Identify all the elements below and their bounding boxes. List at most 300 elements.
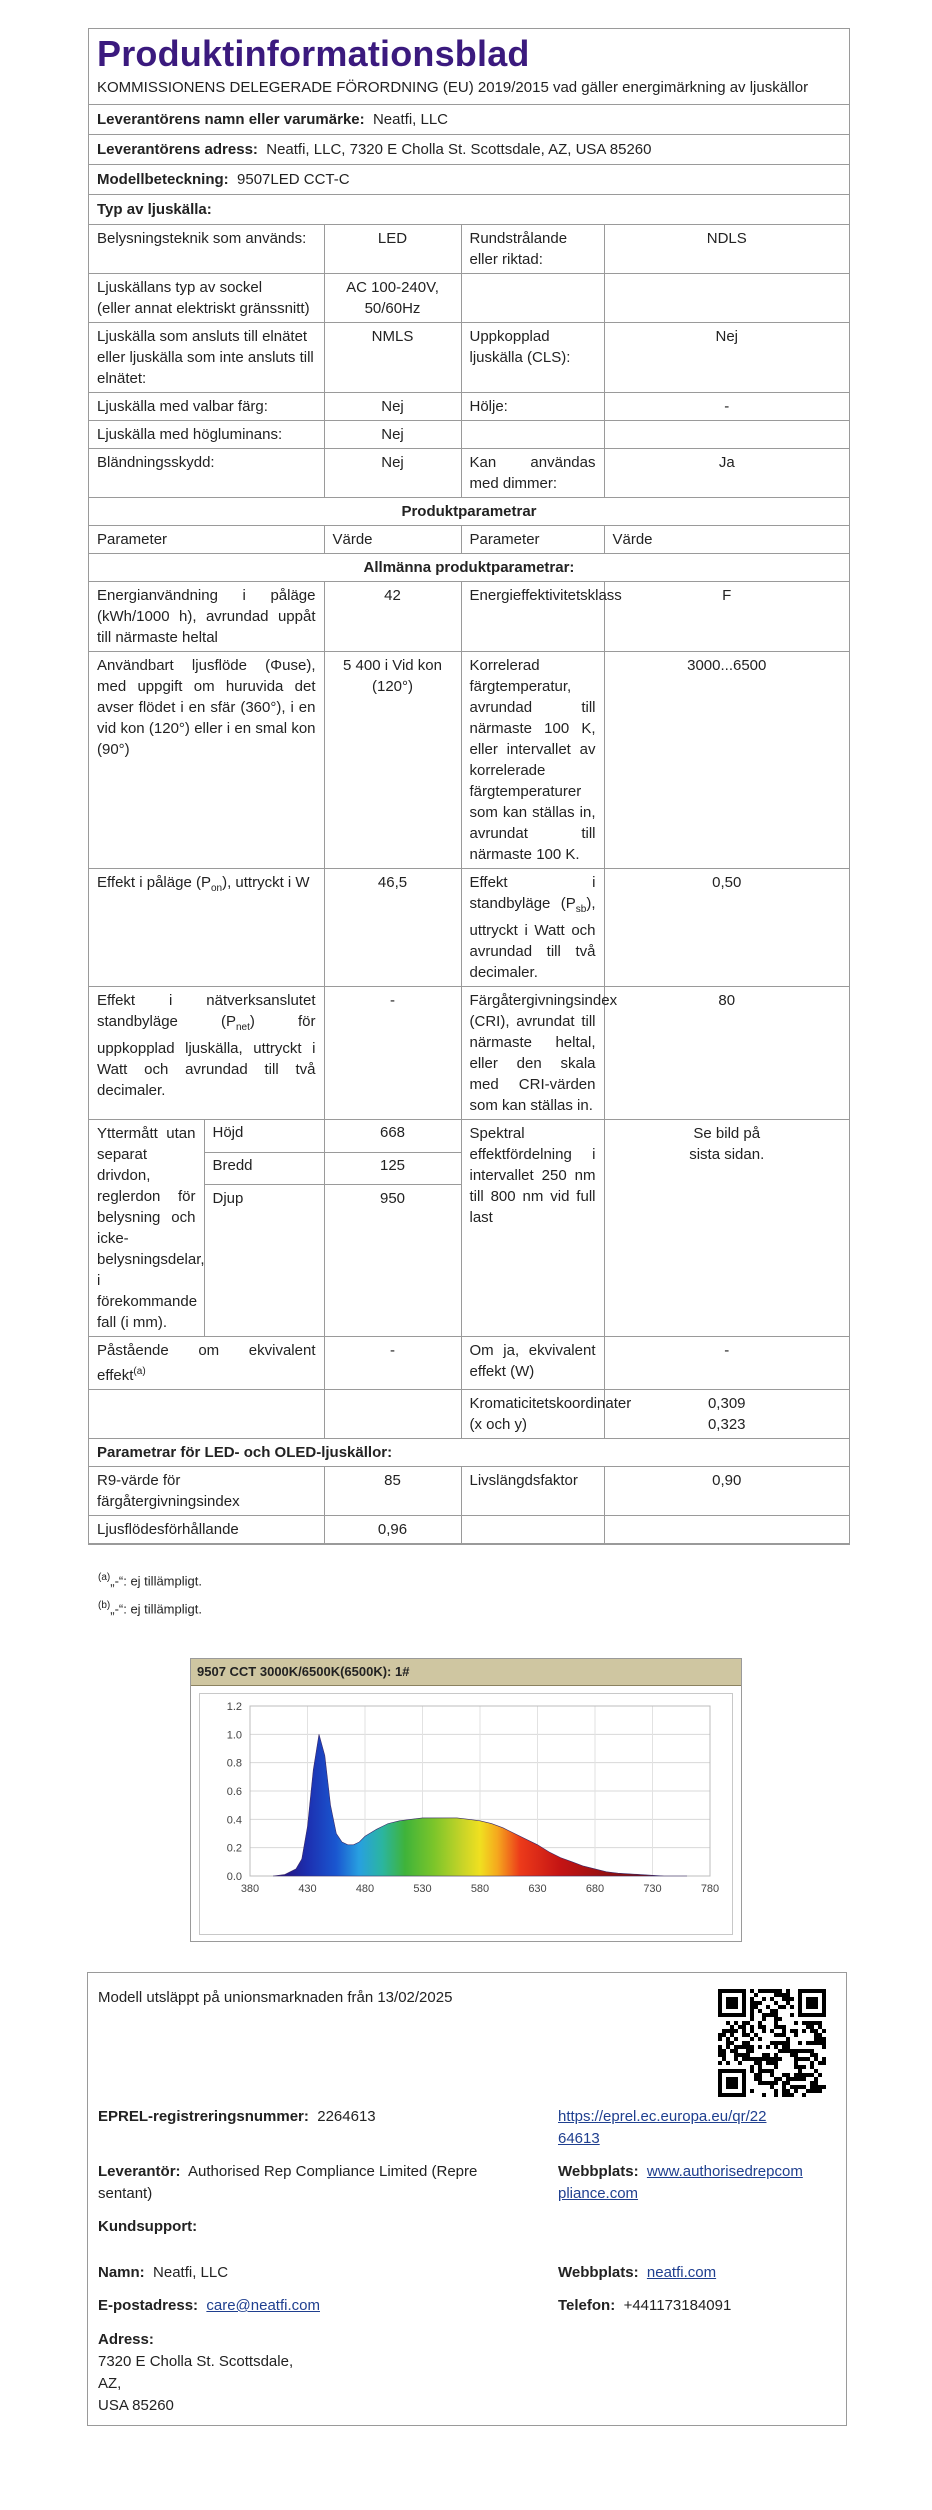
colour-tunable-label: Ljuskälla med valbar färg: xyxy=(89,393,324,421)
networked-standby-unit: ) för uppkopplad ljuskälla, uttryckt i Watt och avrundad till två decimaler. xyxy=(97,1013,316,1099)
qr-module xyxy=(790,1997,794,2001)
supplier-website-link-line2[interactable]: pliance.com xyxy=(558,2185,639,2202)
type-heading xyxy=(89,195,849,224)
qr-module xyxy=(818,2037,822,2041)
networked-standby-label xyxy=(89,987,324,1120)
qr-module xyxy=(814,2021,818,2025)
x-tick-label: 580 xyxy=(470,1883,490,1895)
qr-module xyxy=(818,2033,822,2037)
eprel-link-line1[interactable]: https://eprel.ec.europa.eu/qr/22 xyxy=(558,2108,767,2125)
phone-label: Telefon: xyxy=(558,2297,616,2314)
standby-power-text: Effekt i standbyläge (P xyxy=(469,874,596,912)
qr-module xyxy=(782,2041,786,2045)
qr-module xyxy=(798,2077,802,2081)
qr-module xyxy=(786,2045,790,2049)
qr-module xyxy=(774,1993,778,1997)
energy-consumption-label: Energianvändning i påläge (kWh/1000 h), avrundad uppåt till närmaste heltal xyxy=(89,582,324,652)
footnote-ref-a: (a) xyxy=(133,1366,146,1377)
qr-module xyxy=(806,2041,810,2045)
qr-module xyxy=(818,2041,822,2045)
spectral-distribution-label: Spektral effektfördelning i intervallet 250 nm till 800 nm vid full last xyxy=(461,1120,604,1337)
qr-code-icon[interactable] xyxy=(718,1989,826,2097)
email-label: E-postadress: xyxy=(98,2297,199,2314)
qr-module xyxy=(806,2021,810,2025)
y-tick-label: 0.2 xyxy=(226,1842,242,1855)
on-mode-power-label xyxy=(89,869,324,987)
supplier-website-row xyxy=(558,2161,803,2205)
qr-module xyxy=(742,2033,746,2037)
name-label: Namn: xyxy=(98,2264,145,2281)
qr-module xyxy=(794,2053,798,2057)
qr-module xyxy=(810,2073,814,2077)
qr-module xyxy=(818,2021,822,2025)
qr-module xyxy=(718,2061,722,2065)
qr-module xyxy=(746,2053,750,2057)
on-mode-power-unit: ), uttryckt i W xyxy=(222,874,310,891)
support-website-link[interactable]: neatfi.com xyxy=(646,2264,717,2281)
qr-module xyxy=(782,1997,786,2001)
qr-module xyxy=(726,2061,730,2065)
chart-title: 9507 CCT 3000K/6500K(6500K): 1# xyxy=(191,1659,741,1686)
qr-module xyxy=(810,2089,814,2093)
qr-module xyxy=(786,2081,790,2085)
footnote-b-text: „-“: ej tillämpligt. xyxy=(110,1601,202,1617)
qr-module xyxy=(762,2069,766,2073)
qr-module xyxy=(758,2069,762,2073)
qr-module xyxy=(774,1989,778,1993)
qr-module xyxy=(742,2021,746,2025)
qr-module xyxy=(750,2025,754,2029)
qr-module xyxy=(770,2029,774,2033)
qr-module xyxy=(746,2041,750,2045)
qr-module xyxy=(770,2073,774,2077)
qr-module xyxy=(766,1989,770,1993)
qr-module xyxy=(762,2029,766,2033)
qr-module xyxy=(758,1989,762,1993)
qr-module xyxy=(770,2081,774,2085)
qr-module xyxy=(806,2049,810,2053)
table-row xyxy=(89,869,849,987)
standby-power-label xyxy=(461,869,604,987)
qr-module xyxy=(766,2013,770,2017)
table-row xyxy=(89,554,849,582)
footnote-a xyxy=(98,1565,202,1593)
on-mode-power-text: Effekt i påläge (P xyxy=(97,874,211,891)
qr-module xyxy=(726,2045,730,2049)
qr-module xyxy=(774,2057,778,2061)
qr-module xyxy=(810,2061,814,2065)
qr-module xyxy=(774,2061,778,2065)
y-tick-label: 0.0 xyxy=(226,1871,242,1883)
survival-factor-label: Livslängdsfaktor xyxy=(461,1467,604,1516)
survival-factor-value: 0,90 xyxy=(604,1467,849,1516)
qr-module xyxy=(806,2089,810,2093)
qr-module xyxy=(786,2089,790,2093)
qr-module xyxy=(782,2005,786,2009)
qr-module xyxy=(794,2077,798,2081)
qr-module xyxy=(766,2081,770,2085)
qr-module xyxy=(750,2057,754,2061)
cap-type-note: (eller annat elektriskt gränssnitt) xyxy=(97,300,310,317)
qr-module xyxy=(758,2001,762,2005)
qr-module xyxy=(782,2085,786,2089)
empty-cell xyxy=(324,1390,461,1439)
qr-module xyxy=(754,2001,758,2005)
support-heading: Kundsupport: xyxy=(98,2218,198,2235)
qr-module xyxy=(738,2045,742,2049)
qr-module xyxy=(730,2033,734,2037)
envelope-label: Hölje: xyxy=(461,393,604,421)
qr-module xyxy=(758,2057,762,2061)
qr-module xyxy=(762,1989,766,1993)
qr-module xyxy=(730,2029,734,2033)
qr-module xyxy=(754,2057,758,2061)
width-value: 125 xyxy=(324,1152,461,1185)
x-tick-label: 530 xyxy=(413,1883,432,1895)
envelope-value: - xyxy=(604,393,849,421)
qr-module xyxy=(718,2053,722,2057)
qr-module xyxy=(814,2089,818,2093)
qr-module xyxy=(790,2085,794,2089)
qr-module xyxy=(794,2033,798,2037)
qr-module xyxy=(810,2021,814,2025)
table-row xyxy=(89,1337,849,1390)
qr-module xyxy=(782,2033,786,2037)
website2-label: Webbplats: xyxy=(558,2264,639,2281)
qr-module xyxy=(798,2049,802,2053)
qr-module xyxy=(750,2005,754,2009)
product-information-sheet xyxy=(88,28,850,1545)
empty-cell xyxy=(604,421,849,449)
page-title: Produktinformationsblad xyxy=(97,33,530,74)
qr-module xyxy=(746,2021,750,2025)
qr-module xyxy=(794,2049,798,2053)
qr-module xyxy=(814,2077,818,2081)
qr-module xyxy=(790,2053,794,2057)
qr-module xyxy=(806,2057,810,2061)
qr-module xyxy=(802,2073,806,2077)
chromaticity-x: 0,309 xyxy=(707,1395,746,1412)
qr-module xyxy=(726,1997,738,2009)
qr-module xyxy=(770,2061,774,2065)
y-tick-label: 0.4 xyxy=(226,1814,242,1827)
qr-module xyxy=(726,2041,730,2045)
high-luminance-value: Nej xyxy=(324,421,461,449)
supplier-website-link[interactable]: www.authorisedrepcom xyxy=(646,2163,803,2180)
qr-module xyxy=(814,2069,818,2073)
model-row xyxy=(89,165,849,195)
useful-flux-value: 5 400 i Vid kon (120°) xyxy=(324,652,461,869)
spectral-see-image: Se bild på xyxy=(693,1125,761,1142)
qr-module xyxy=(806,2073,810,2077)
x-tick-label: 630 xyxy=(528,1883,547,1895)
qr-module xyxy=(774,2021,778,2025)
model-label: Modellbeteckning: xyxy=(97,171,229,188)
qr-module xyxy=(810,2085,814,2089)
cct-value: 3000...6500 xyxy=(604,652,849,869)
qr-module xyxy=(758,2081,762,2085)
email-link[interactable]: care@neatfi.com xyxy=(206,2297,320,2314)
qr-module xyxy=(774,2089,778,2093)
r9-label: R9-värde för färgåtergivningsindex xyxy=(89,1467,324,1516)
qr-module xyxy=(758,2045,762,2049)
footnote-a-marker: (a) xyxy=(98,1572,111,1583)
depth-value: 950 xyxy=(324,1185,461,1337)
qr-module xyxy=(722,2033,726,2037)
qr-module xyxy=(726,2077,738,2089)
qr-module xyxy=(814,2033,818,2037)
qr-module xyxy=(770,1989,774,1993)
qr-module xyxy=(810,2025,814,2029)
qr-module xyxy=(778,2025,782,2029)
qr-module xyxy=(818,2061,822,2065)
supplier-address-row xyxy=(89,135,849,165)
qr-module xyxy=(794,2061,798,2065)
qr-module xyxy=(790,2005,794,2009)
table-row xyxy=(89,449,849,498)
qr-module xyxy=(782,2081,786,2085)
qr-module xyxy=(778,2057,782,2061)
standby-power-value: 0,50 xyxy=(604,869,849,987)
qr-module xyxy=(754,2033,758,2037)
x-tick-label: 380 xyxy=(240,1883,260,1895)
regulation-subtitle: KOMMISSIONENS DELEGERADE FÖRORDNING (EU) 2019/2015 vad gäller energimärkning av ljuskällor xyxy=(89,75,849,105)
y-tick-label: 0.6 xyxy=(226,1786,242,1798)
y-tick-label: 1.0 xyxy=(226,1729,242,1742)
qr-module xyxy=(754,2077,758,2081)
qr-module xyxy=(730,2025,734,2029)
high-luminance-label: Ljuskälla med högluminans: xyxy=(89,421,324,449)
qr-module xyxy=(810,2029,814,2033)
qr-module xyxy=(774,2017,778,2021)
qr-module xyxy=(766,2053,770,2057)
qr-module xyxy=(766,2057,770,2061)
lumen-maintenance-label: Ljusflödesförhållande xyxy=(89,1516,324,1544)
qr-module xyxy=(758,2021,762,2025)
qr-module xyxy=(814,2029,818,2033)
x-tick-label: 430 xyxy=(298,1883,317,1895)
qr-module xyxy=(778,1993,782,1997)
qr-module xyxy=(750,2037,754,2041)
qr-module xyxy=(774,2025,778,2029)
anti-glare-label: Bländningsskydd: xyxy=(89,449,324,498)
standby-power-unit: ), uttryckt i Watt och avrundad till två decimaler. xyxy=(469,895,596,981)
qr-module xyxy=(790,2049,794,2053)
qr-module xyxy=(794,2057,798,2061)
email-row xyxy=(98,2295,320,2317)
qr-module xyxy=(810,2081,814,2085)
qr-module xyxy=(778,2033,782,2037)
eprel-link[interactable] xyxy=(558,2106,766,2150)
qr-module xyxy=(802,2021,806,2025)
qr-module xyxy=(778,2049,782,2053)
col-header-param: Parameter xyxy=(89,526,324,554)
qr-module xyxy=(762,2017,766,2021)
col-header-value2: Värde xyxy=(604,526,849,554)
qr-module xyxy=(778,2041,782,2045)
qr-module xyxy=(806,1997,818,2009)
qr-module xyxy=(782,1993,786,1997)
cap-type-value xyxy=(324,274,461,323)
cap-voltage: AC 100-240V, xyxy=(346,279,439,296)
empty-cell xyxy=(604,1516,849,1544)
qr-module xyxy=(758,2065,762,2069)
qr-module xyxy=(766,2045,770,2049)
support-website-row xyxy=(558,2262,716,2284)
networked-sub: net xyxy=(236,1022,250,1033)
qr-module xyxy=(758,2025,762,2029)
qr-module xyxy=(718,2033,722,2037)
energy-class-value: F xyxy=(604,582,849,652)
qr-module xyxy=(790,2013,794,2017)
energy-class-label: Energieffektivitetsklass xyxy=(461,582,604,652)
chart-frame xyxy=(199,1693,733,1935)
qr-module xyxy=(750,2049,754,2053)
cls-label: Uppkopplad ljuskälla (CLS): xyxy=(461,323,604,393)
table-row xyxy=(89,1120,849,1153)
cri-value: 80 xyxy=(604,987,849,1120)
qr-module xyxy=(770,2013,774,2017)
qr-module xyxy=(818,2073,822,2077)
standby-sub: sb xyxy=(575,904,587,915)
qr-module xyxy=(798,2065,802,2069)
qr-module xyxy=(782,2029,786,2033)
qr-module xyxy=(810,2053,814,2057)
qr-module xyxy=(726,2021,730,2025)
qr-module xyxy=(718,2045,722,2049)
led-params-heading: Parametrar för LED- och OLED-ljuskällor: xyxy=(89,1439,849,1467)
table-row xyxy=(89,274,849,323)
qr-module xyxy=(822,2029,826,2033)
qr-module xyxy=(750,2001,754,2005)
anti-glare-value: Nej xyxy=(324,449,461,498)
y-tick-label: 0.8 xyxy=(226,1757,242,1770)
supplier-row xyxy=(98,2161,528,2205)
qr-module xyxy=(758,2073,762,2077)
table-row xyxy=(89,1516,849,1544)
footnote-b xyxy=(98,1593,202,1621)
qr-module xyxy=(770,2041,774,2045)
x-tick-label: 480 xyxy=(355,1883,375,1895)
useful-flux-label: Användbart ljusflöde (Φuse), med uppgift om huruvida det avser flödet i en sfär (360°), i en vid kon (120°) eller i en smal kon (90°) xyxy=(89,652,324,869)
x-tick-label: 780 xyxy=(700,1883,720,1895)
qr-module xyxy=(762,1997,766,2001)
eprel-link-line2[interactable]: 64613 xyxy=(558,2130,600,2147)
qr-module xyxy=(794,2085,798,2089)
qr-module xyxy=(734,2053,738,2057)
equivalent-power-value: - xyxy=(604,1337,849,1390)
directional-label: Rundstrålande eller riktad: xyxy=(461,225,604,274)
qr-module xyxy=(774,2013,778,2017)
lumen-maintenance-value: 0,96 xyxy=(324,1516,461,1544)
height-label: Höjd xyxy=(204,1120,324,1153)
qr-module xyxy=(774,2045,778,2049)
qr-module xyxy=(750,2069,754,2073)
qr-module xyxy=(722,2057,726,2061)
table-row xyxy=(89,323,849,393)
qr-module xyxy=(786,2073,790,2077)
qr-module xyxy=(774,2041,778,2045)
qr-module xyxy=(798,2085,802,2089)
parameters-table xyxy=(89,224,849,1544)
spectral-plot xyxy=(200,1694,732,1934)
qr-module xyxy=(750,1989,754,1993)
qr-module xyxy=(802,2085,806,2089)
table-row xyxy=(89,652,849,869)
phone-value: +441173184091 xyxy=(623,2297,732,2314)
support-name-row xyxy=(98,2262,228,2284)
cri-label: Färgåtergivningsindex (CRI), avrundat till närmaste heltal, eller den skala med CRI-värden som kan ställas in. xyxy=(461,987,604,1120)
qr-module xyxy=(750,2089,754,2093)
qr-module xyxy=(806,2025,810,2029)
footnote-b-marker: (b) xyxy=(98,1600,111,1612)
address-line3: USA 85260 xyxy=(98,2397,174,2414)
qr-module xyxy=(798,2069,802,2073)
tech-value: LED xyxy=(324,225,461,274)
r9-value: 85 xyxy=(324,1467,461,1516)
qr-module xyxy=(770,2085,774,2089)
qr-module xyxy=(786,1993,790,1997)
qr-module xyxy=(814,2041,818,2045)
qr-module xyxy=(750,2013,754,2017)
qr-module xyxy=(822,2061,826,2065)
table-row xyxy=(89,582,849,652)
qr-module xyxy=(774,2053,778,2057)
qr-module xyxy=(778,2077,782,2081)
empty-cell xyxy=(461,421,604,449)
qr-module xyxy=(774,2077,778,2081)
qr-module xyxy=(782,2089,786,2093)
on-mode-power-value: 46,5 xyxy=(324,869,461,987)
qr-module xyxy=(802,2057,806,2061)
qr-module xyxy=(822,2041,826,2045)
qr-module xyxy=(734,2029,738,2033)
qr-module xyxy=(802,2065,806,2069)
qr-module xyxy=(742,2053,746,2057)
eprel-number-row xyxy=(98,2106,376,2128)
x-tick-label: 680 xyxy=(585,1883,605,1895)
equivalent-power-claim-label xyxy=(89,1337,324,1390)
qr-module xyxy=(766,2061,770,2065)
supplier-address-value: Neatfi, LLC, 7320 E Cholla St. Scottsdale, AZ, USA 85260 xyxy=(266,141,652,158)
qr-module xyxy=(798,2041,802,2045)
qr-module xyxy=(774,2093,778,2097)
footnote-a-text: „-“: ej tillämpligt. xyxy=(110,1573,202,1589)
qr-module xyxy=(746,2049,750,2053)
qr-module xyxy=(762,2057,766,2061)
x-tick-label: 730 xyxy=(643,1883,662,1895)
equivalent-power-claim-value: - xyxy=(324,1337,461,1390)
dimmable-value: Ja xyxy=(604,449,849,498)
qr-module xyxy=(750,2017,754,2021)
networked-standby-value: - xyxy=(324,987,461,1120)
general-params-heading: Allmänna produktparametrar: xyxy=(89,554,849,582)
chromaticity-label: Kromaticitetskoordinater (x och y) xyxy=(461,1390,604,1439)
qr-module xyxy=(794,2089,798,2093)
qr-module xyxy=(718,2049,722,2053)
qr-module xyxy=(758,2077,762,2081)
equivalent-power-claim-text: Påstående om ekvivalent effekt xyxy=(97,1342,316,1384)
cls-value: Nej xyxy=(604,323,849,393)
chromaticity-value xyxy=(604,1390,849,1439)
qr-code-graphic xyxy=(718,1989,826,2097)
spectral-chart xyxy=(190,1658,742,1942)
qr-module xyxy=(734,2045,738,2049)
qr-module xyxy=(754,2061,758,2065)
qr-module xyxy=(722,2049,726,2053)
supplier-name-row xyxy=(89,105,849,135)
tech-label: Belysningsteknik som används: xyxy=(89,225,324,274)
